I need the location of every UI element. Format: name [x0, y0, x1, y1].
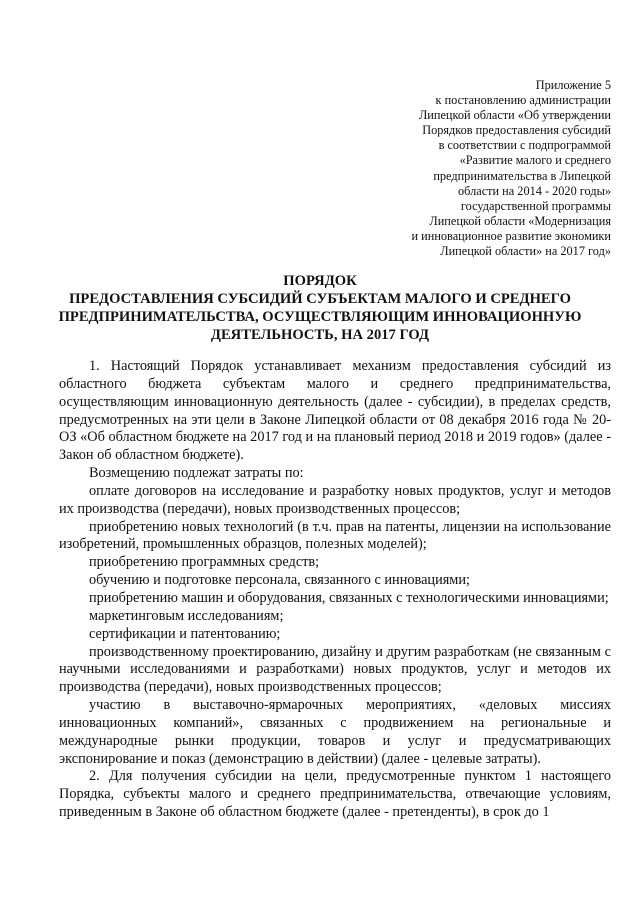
- list-item: приобретению новых технологий (в т.ч. прав на патенты, лицензии на использование изобретений, промышленных образцов, полезных моделей);: [59, 518, 611, 553]
- title-heading: ПОРЯДОК: [283, 273, 357, 289]
- list-item: сертификации и патентованию;: [89, 625, 281, 642]
- document-body: [59, 358, 611, 822]
- paragraph-2: 2. Для получения субсидии на цели, предусмотренные пунктом 1 настоящего Порядка, субъекты малого и среднего предпринимательства, отвечающие условиям, приведенным в Законе об областном бюджете (далее - претенденты), в срок до 1: [59, 768, 611, 821]
- list-item: маркетинговым исследованиям;: [89, 607, 284, 624]
- appendix-line: предпринимательства в Липецкой: [433, 168, 611, 183]
- list-item: оплате договоров на исследование и разработку новых продуктов, услуг и методов их производства (передачи), новых производственных процессов;: [59, 482, 611, 517]
- appendix-line: Липецкой области «Модернизация: [429, 213, 611, 228]
- list-item: участию в выставочно-ярмарочных мероприятиях, «деловых миссиях инновационных компаний», связанных с продвижением на региональные и международные рынки продукции, товаров и услуг и предусматривающих экспонирование и показ (демонстрацию в действии) (далее - целевые затраты).: [59, 697, 611, 767]
- list-item: приобретению программных средств;: [89, 554, 320, 571]
- list-item: обучению и подготовке персонала, связанного с инновациями;: [89, 572, 470, 589]
- title-line: ПРЕДОСТАВЛЕНИЯ СУБСИДИЙ СУБЪЕКТАМ МАЛОГО И СРЕДНЕГО: [69, 291, 571, 307]
- appendix-line: «Развитие малого и среднего: [459, 153, 611, 168]
- appendix-line: Порядков предоставления субсидий: [422, 123, 611, 138]
- appendix-line: к постановлению администрации: [435, 93, 611, 108]
- appendix-line: области на 2014 - 2020 годы»: [458, 183, 611, 198]
- document-title: [30, 272, 610, 344]
- appendix-line: Приложение 5: [535, 78, 611, 92]
- appendix-line: Липецкой области «Об утверждении: [418, 108, 611, 123]
- appendix-line: и инновационное развитие экономики: [411, 228, 611, 243]
- appendix-line: в соответствии с подпрограммой: [438, 138, 611, 153]
- list-item: производственному проектированию, дизайну и другим разработкам (не связанным с научными исследованиями и разработками) новых продуктов, услуг и методов их производства (передачи), новых производственных процессов;: [59, 643, 611, 696]
- appendix-line: Липецкой области» на 2017 год»: [440, 244, 611, 259]
- paragraph-costs-intro: Возмещению подлежат затраты по:: [89, 465, 304, 482]
- list-item: приобретению машин и оборудования, связанных с технологическими инновациями;: [89, 589, 609, 606]
- title-line: ДЕЯТЕЛЬНОСТЬ, НА 2017 ГОД: [210, 327, 430, 343]
- appendix-note: [351, 78, 611, 259]
- title-line: ПРЕДПРИНИМАТЕЛЬСТВА, ОСУЩЕСТВЛЯЮЩИМ ИННОВАЦИОННУЮ: [58, 309, 582, 325]
- appendix-line: государственной программы: [460, 198, 611, 213]
- paragraph-1: 1. Настоящий Порядок устанавливает механизм предоставления субсидий из областного бюджета субъектам малого и среднего предпринимательства, осуществляющим инновационную деятельность (далее - субсидии), в пределах средств, предусмотренных на эти цели в Законе Липецкой области от 08 декабря 2016 года № 20-ОЗ «Об областном бюджете на 2017 год и на плановый период 2018 и 2019 годов» (далее - Закон об областном бюджете).: [59, 358, 611, 464]
